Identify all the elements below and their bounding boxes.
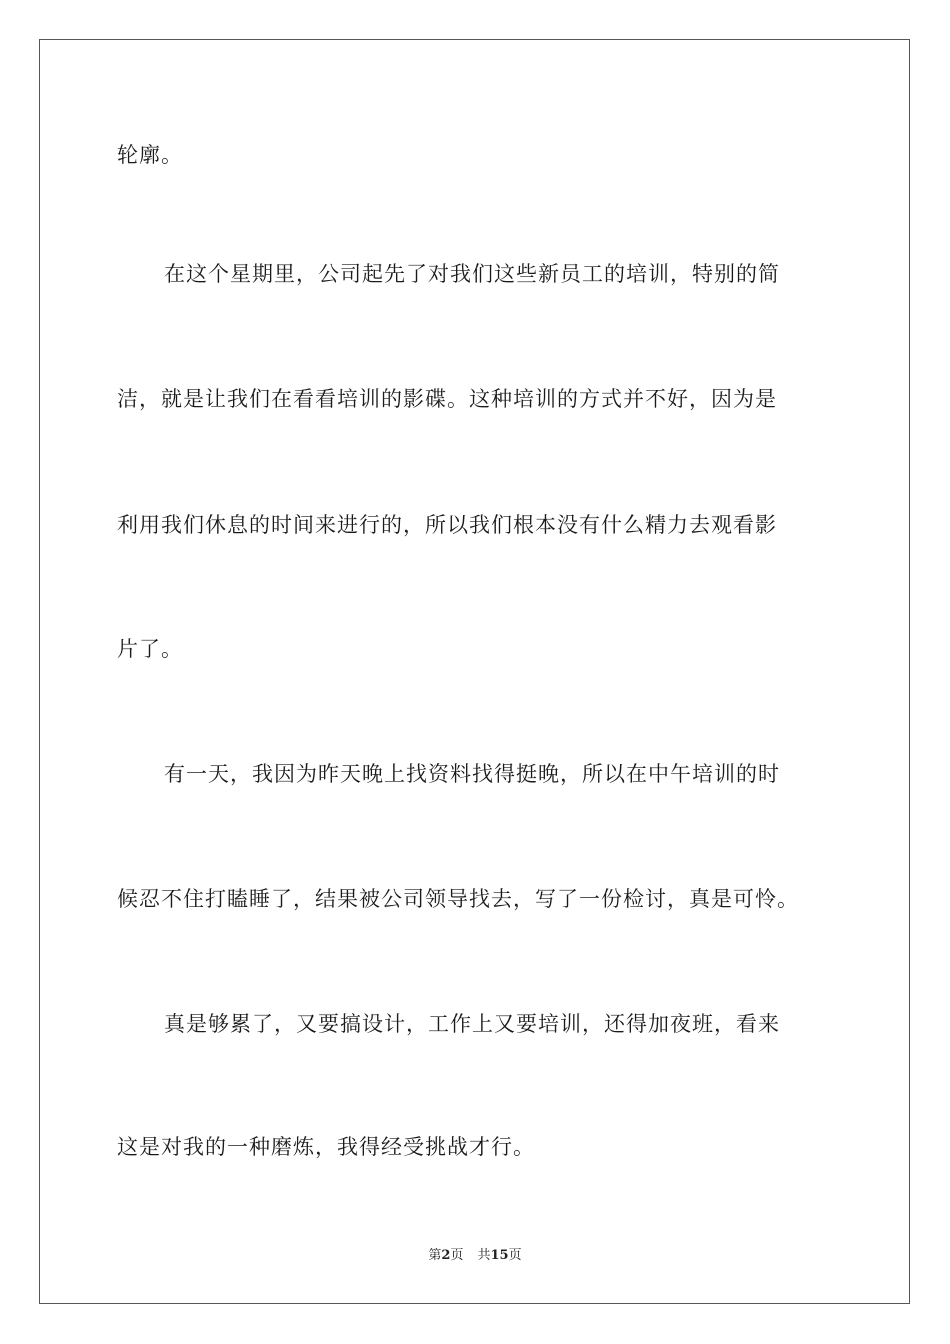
text-line: 轮廓。 (117, 143, 183, 167)
paragraph-first-line: 在这个星期里，公司起先了对我们这些新员工的培训，特别的简 (164, 262, 780, 286)
page-footer (0, 1247, 950, 1265)
page-prefix: 第 (428, 1248, 442, 1263)
paragraph-first-line: 有一天，我因为昨天晚上找资料找得挺晚，所以在中午培训的时 (164, 762, 780, 786)
total-page-count: 15 (490, 1248, 509, 1263)
total-unit: 页 (508, 1248, 522, 1263)
current-page-number: 2 (441, 1248, 451, 1263)
paragraph-first-line: 真是够累了，又要搞设计，工作上又要培训，还得加夜班，看来 (164, 1012, 780, 1036)
text-line: 片了。 (117, 637, 183, 661)
text-line: 这是对我的一种磨炼，我得经受挑战才行。 (117, 1135, 535, 1159)
text-line: 利用我们休息的时间来进行的，所以我们根本没有什么精力去观看影 (117, 513, 777, 537)
page-frame (39, 39, 910, 1304)
text-line: 洁，就是让我们在看看培训的影碟。这种培训的方式并不好，因为是 (117, 387, 777, 411)
page-unit: 页 (450, 1248, 464, 1263)
total-prefix: 共 (477, 1248, 491, 1263)
text-line: 候忍不住打瞌睡了，结果被公司领导找去，写了一份检讨，真是可怜。 (117, 887, 799, 911)
